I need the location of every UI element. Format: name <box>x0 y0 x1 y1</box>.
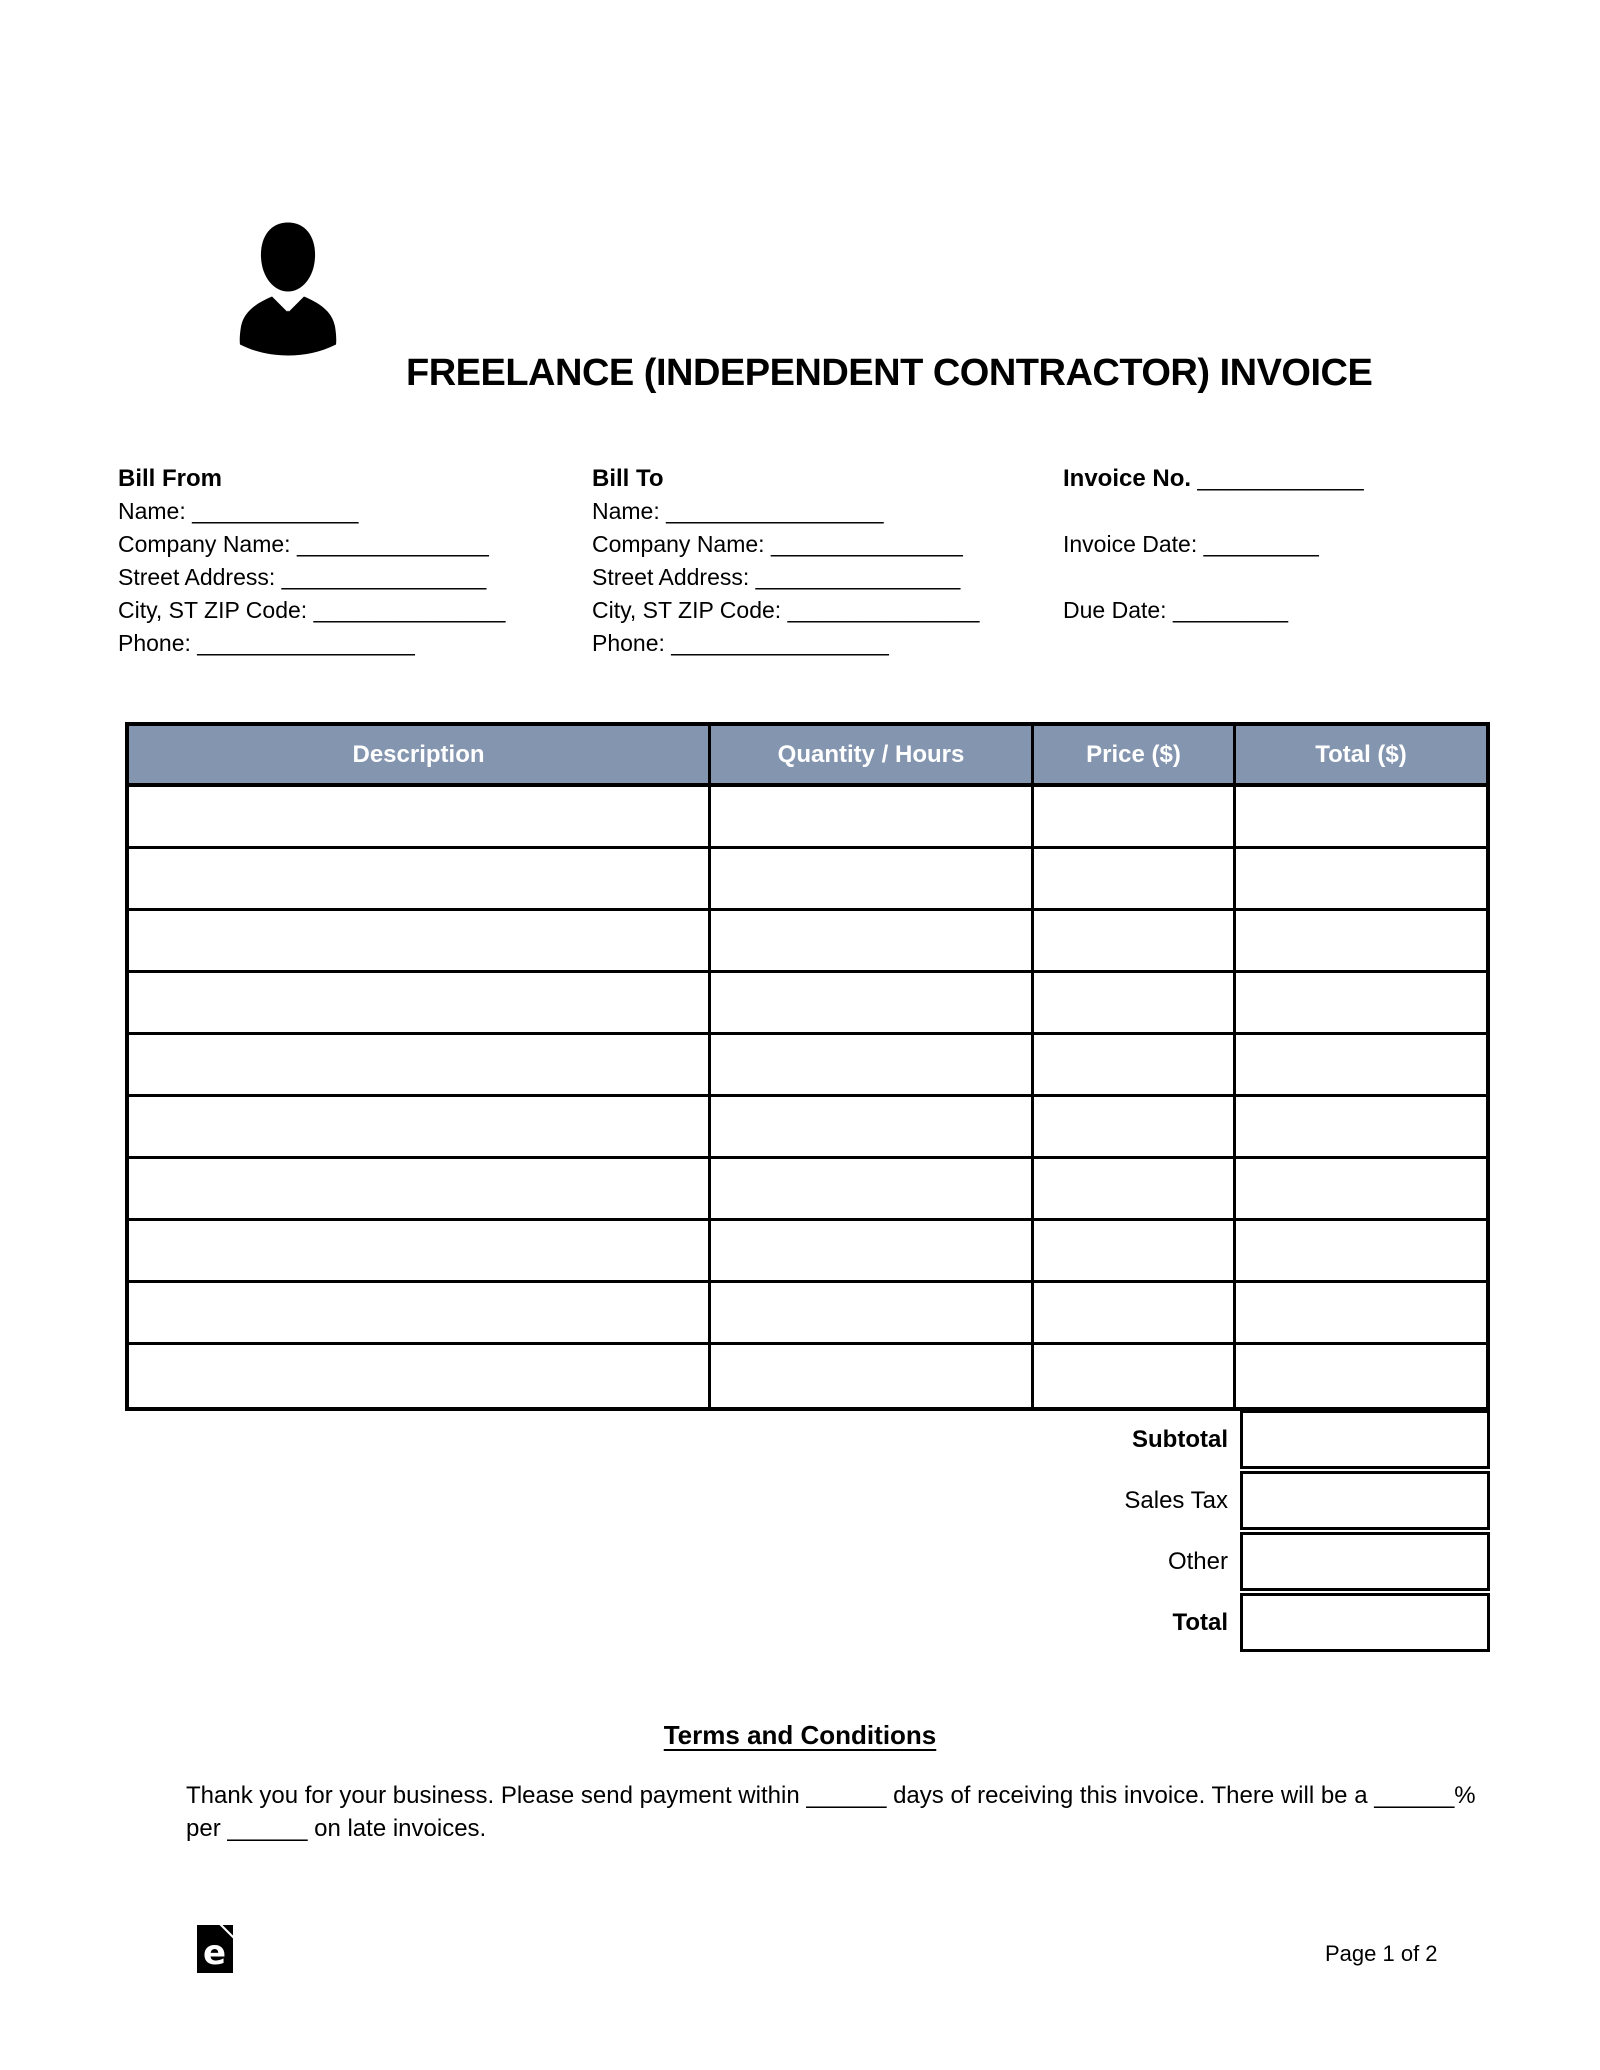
field-label: Name: <box>592 498 660 524</box>
due-date-blank[interactable]: _________ <box>1172 597 1289 623</box>
invoice-date-blank[interactable]: _________ <box>1203 531 1319 557</box>
field-label: Name: <box>118 498 186 524</box>
table-cell[interactable] <box>1034 849 1236 911</box>
invoice-date-label: Invoice Date: <box>1063 531 1198 557</box>
table-cell[interactable] <box>711 1097 1034 1159</box>
table-cell[interactable] <box>1034 787 1236 849</box>
total-value-box[interactable] <box>1240 1593 1490 1652</box>
table-cell[interactable] <box>1034 911 1236 973</box>
bill-to-heading: Bill To <box>592 465 664 492</box>
bill-from-city-line <box>118 594 505 627</box>
spacer <box>1063 495 1364 528</box>
table-cell[interactable] <box>129 1097 711 1159</box>
table-cell[interactable] <box>1034 1221 1236 1283</box>
field-label: Phone: <box>592 630 665 656</box>
page-number: Page 1 of 2 <box>1325 1941 1438 1966</box>
subtotal-label: Subtotal <box>1132 1426 1228 1453</box>
table-cell[interactable] <box>129 1035 711 1097</box>
field-label: City, ST ZIP Code: <box>592 597 782 623</box>
table-cell[interactable] <box>1034 1283 1236 1345</box>
name-blank[interactable]: _____________ <box>192 498 359 524</box>
field-label: Company Name: <box>118 531 291 557</box>
company-blank[interactable]: _______________ <box>770 531 963 557</box>
subtotal-value-box[interactable] <box>1240 1410 1490 1469</box>
bill-to-city-line <box>592 594 979 627</box>
bill-from-street-line <box>118 561 505 594</box>
businessman-icon <box>228 216 348 357</box>
table-cell[interactable] <box>1236 973 1486 1035</box>
other-label: Other <box>1167 1548 1228 1575</box>
bill-to-company-line <box>592 528 979 561</box>
invoice-no-label: Invoice No. <box>1063 465 1192 492</box>
field-label: Street Address: <box>592 564 750 590</box>
table-cell[interactable] <box>1236 1283 1486 1345</box>
phone-blank[interactable]: _________________ <box>197 630 415 656</box>
table-cell[interactable] <box>1034 1159 1236 1221</box>
table-cell[interactable] <box>711 911 1034 973</box>
table-cell[interactable] <box>1236 1097 1486 1159</box>
invoice-meta-section <box>1063 462 1364 627</box>
name-blank[interactable]: _________________ <box>666 498 884 524</box>
table-cell[interactable] <box>1236 849 1486 911</box>
field-label: Street Address: <box>118 564 276 590</box>
table-cell[interactable] <box>711 1035 1034 1097</box>
bill-to-street-line <box>592 561 979 594</box>
bill-from-phone-line <box>118 627 505 660</box>
company-blank[interactable]: _______________ <box>296 531 489 557</box>
table-cell[interactable] <box>129 787 711 849</box>
table-cell[interactable] <box>1236 1159 1486 1221</box>
invoice-table <box>125 722 1490 1411</box>
table-cell[interactable] <box>1236 1035 1486 1097</box>
total-label: Total <box>1172 1609 1228 1636</box>
table-cell[interactable] <box>1034 973 1236 1035</box>
invoice-date-line <box>1063 528 1364 561</box>
table-cell[interactable] <box>711 1159 1034 1221</box>
field-label: Company Name: <box>592 531 765 557</box>
terms-body: Thank you for your business. Please send payment within ______ days of receiving this invoice. There will be a ______% per ______ on late invoices. <box>186 1782 1476 1842</box>
table-cell[interactable] <box>129 973 711 1035</box>
table-cell[interactable] <box>1034 1345 1236 1407</box>
other-value-box[interactable] <box>1240 1532 1490 1591</box>
page-title: FREELANCE (INDEPENDENT CONTRACTOR) INVOICE <box>406 352 1373 394</box>
bill-from-section <box>118 462 505 660</box>
svg-text:e: e <box>203 1933 227 1973</box>
terms-heading: Terms and Conditions <box>663 1720 937 1750</box>
bill-to-name-line <box>592 495 979 528</box>
col-header-total: Total ($) <box>1236 726 1486 787</box>
table-cell[interactable] <box>711 787 1034 849</box>
table-cell[interactable] <box>711 849 1034 911</box>
bill-to-section <box>592 462 979 660</box>
bill-from-name-line <box>118 495 505 528</box>
field-label: Phone: <box>118 630 191 656</box>
bill-from-company-line <box>118 528 505 561</box>
col-header-price: Price ($) <box>1034 726 1236 787</box>
table-cell[interactable] <box>129 849 711 911</box>
col-header-quantity-hours: Quantity / Hours <box>711 726 1034 787</box>
street-blank[interactable]: ________________ <box>281 564 487 590</box>
table-cell[interactable] <box>129 1159 711 1221</box>
due-date-line <box>1063 594 1364 627</box>
eforms-logo-icon <box>197 1925 233 1973</box>
table-cell[interactable] <box>129 911 711 973</box>
table-cell[interactable] <box>711 1283 1034 1345</box>
street-blank[interactable]: ________________ <box>755 564 961 590</box>
phone-blank[interactable]: _________________ <box>671 630 889 656</box>
table-cell[interactable] <box>129 1221 711 1283</box>
spacer <box>1063 561 1364 594</box>
table-cell[interactable] <box>711 973 1034 1035</box>
table-cell[interactable] <box>711 1221 1034 1283</box>
field-label: City, ST ZIP Code: <box>118 597 308 623</box>
city-blank[interactable]: _______________ <box>313 597 506 623</box>
table-cell[interactable] <box>1034 1097 1236 1159</box>
invoice-no-line <box>1063 462 1364 495</box>
table-cell[interactable] <box>1034 1035 1236 1097</box>
sales-tax-label: Sales Tax <box>1124 1487 1228 1514</box>
bill-to-phone-line <box>592 627 979 660</box>
due-date-label: Due Date: <box>1063 597 1167 623</box>
table-cell[interactable] <box>1236 911 1486 973</box>
bill-from-heading: Bill From <box>118 465 223 492</box>
table-cell[interactable] <box>129 1283 711 1345</box>
sales-tax-value-box[interactable] <box>1240 1471 1490 1530</box>
col-header-description: Description <box>129 726 711 787</box>
table-cell[interactable] <box>711 1345 1034 1407</box>
table-cell[interactable] <box>1236 1221 1486 1283</box>
table-cell[interactable] <box>1236 1345 1486 1407</box>
invoice-no-blank[interactable]: _____________ <box>1197 465 1364 491</box>
table-cell[interactable] <box>129 1345 711 1407</box>
table-cell[interactable] <box>1236 787 1486 849</box>
city-blank[interactable]: _______________ <box>787 597 980 623</box>
